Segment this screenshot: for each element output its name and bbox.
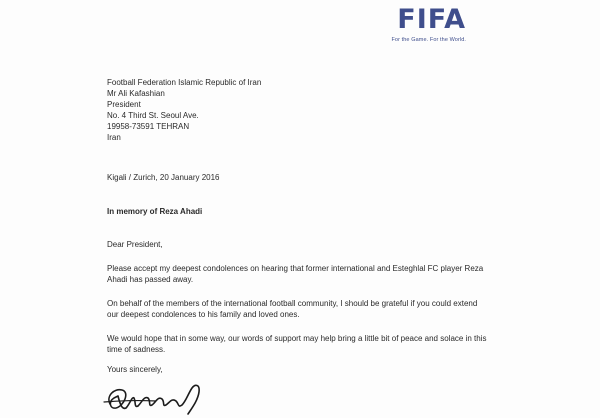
body-paragraph: Please accept my deepest condolences on hearing that former international and Esteghlal FC player Reza Ahadi has passed away.: [107, 264, 484, 284]
logo-tagline: For the Game. For the World.: [391, 37, 466, 43]
letter-subject: In memory of Reza Ahadi: [107, 207, 203, 216]
address-line: President: [107, 100, 141, 109]
body-paragraph: On behalf of the members of the international football community, I should be grateful if you could extend our deepest condolences to his family and loved ones.: [107, 299, 478, 319]
greeting: Dear President,: [107, 240, 163, 249]
address-line: Football Federation Islamic Republic of Iran: [107, 78, 262, 87]
address-line: Mr Ali Kafashian: [107, 89, 165, 98]
closing: Yours sincerely,: [107, 365, 163, 374]
logo-wordmark: FIFA: [397, 4, 466, 35]
address-line: No. 4 Third St. Seoul Ave.: [107, 111, 199, 120]
fifa-logo: [391, 5, 466, 43]
address-line: 19958-73591 TEHRAN: [107, 122, 190, 131]
address-line: Iran: [107, 133, 121, 142]
letter-body: [107, 239, 487, 368]
body-paragraph: We would hope that in some way, our words of support may help bring a little bit of peace and solace in this time of sadness.: [107, 334, 487, 354]
recipient-address: [107, 77, 261, 143]
signature-image: [96, 374, 226, 418]
letter-date: Kigali / Zurich, 20 January 2016: [107, 173, 220, 182]
